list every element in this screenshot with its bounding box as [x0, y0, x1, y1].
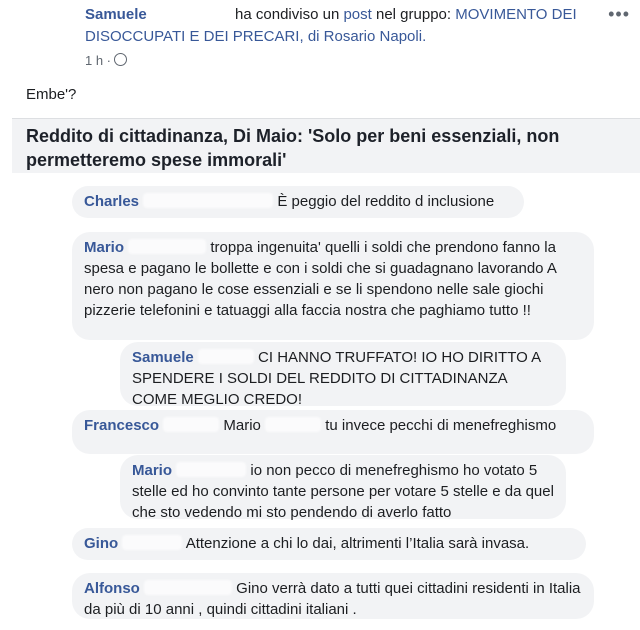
comment: [72, 186, 524, 218]
shared-link-title[interactable]: Reddito di cittadinanza, Di Maio: 'Solo per beni essenziali, non permetteremo spese immorali': [26, 126, 560, 170]
redacted-surname: [128, 239, 206, 254]
comment: [72, 232, 594, 340]
globe-icon: [114, 53, 127, 66]
comment-author[interactable]: Samuele: [132, 349, 194, 366]
comment-reply: [120, 455, 566, 519]
comment: [72, 528, 586, 560]
redacted-surname: [198, 349, 254, 364]
comment-text: Attenzione a chi lo dai, altrimenti l’Italia sarà invasa.: [185, 535, 530, 552]
original-author-link[interactable]: Rosario Napoli: [323, 28, 423, 45]
post-link[interactable]: post: [343, 6, 372, 23]
action-prefix: ha condiviso un: [235, 6, 340, 23]
more-options-icon[interactable]: •••: [608, 4, 630, 24]
post-author-link[interactable]: Samuele: [85, 6, 147, 23]
comment-text: tu invece pecchi di menefreghismo: [325, 417, 557, 434]
comment-text: Gino verrà dato a tutti quei cittadini residenti in Italia da più di 10 anni , quindi cittadini italiani .: [84, 580, 581, 618]
comment-reply: [120, 342, 566, 406]
redacted-surname: [265, 417, 321, 432]
comment-text: CI HANNO TRUFFATO! IO HO DIRITTO A SPENDERE I SOLDI DEL REDDITO DI CITTADINANZA COME MEGLIO CREDO!: [132, 349, 541, 408]
action-suffix: , di: [299, 28, 320, 45]
comment-mention[interactable]: Mario: [223, 417, 261, 434]
comment-text: troppa ingenuita' quelli i soldi che prendono fanno la spesa e pagano le bollette e con i soldi che si guadagnano lavorando A nero non pagano le cose essenziali e se li spendono nelle sale giochi pizzerie telefonini e tatuaggi alla faccia nostra che paghiamo tutto !!: [84, 239, 557, 319]
comment: [72, 573, 594, 619]
redacted-surname: [122, 535, 182, 550]
post-meta: [85, 53, 127, 68]
post-header: [85, 4, 625, 48]
redacted-surname: [143, 193, 273, 208]
redacted-surname: [163, 417, 219, 432]
comment-author[interactable]: Mario: [84, 239, 125, 256]
redacted-surname: [176, 462, 246, 477]
comment-author[interactable]: Francesco: [84, 417, 160, 434]
shared-link-preview[interactable]: [12, 118, 640, 173]
post-time[interactable]: 1 h ·: [85, 53, 112, 68]
comment-author[interactable]: Gino: [84, 535, 119, 552]
action-end: .: [422, 28, 427, 45]
post-text: Embe'?: [26, 86, 77, 103]
group-link[interactable]: MOVIMENTO DEI DISOCCUPATI E DEI PRECARI: [85, 6, 577, 45]
comment: [72, 410, 594, 454]
comment-text: io non pecco di menefreghismo ho votato 5 stelle ed ho convinto tante persone per votare 5 stelle e da quel che sto vedendo mi sto pendendo di averlo fatto: [132, 462, 554, 521]
comment-author[interactable]: Alfonso: [84, 580, 140, 597]
redacted-surname: [144, 580, 232, 595]
comment-author[interactable]: Charles: [84, 193, 140, 210]
action-mid: nel gruppo:: [376, 6, 452, 23]
comment-author[interactable]: Mario: [132, 462, 173, 479]
comment-text: È peggio del reddito d inclusione: [277, 193, 495, 210]
